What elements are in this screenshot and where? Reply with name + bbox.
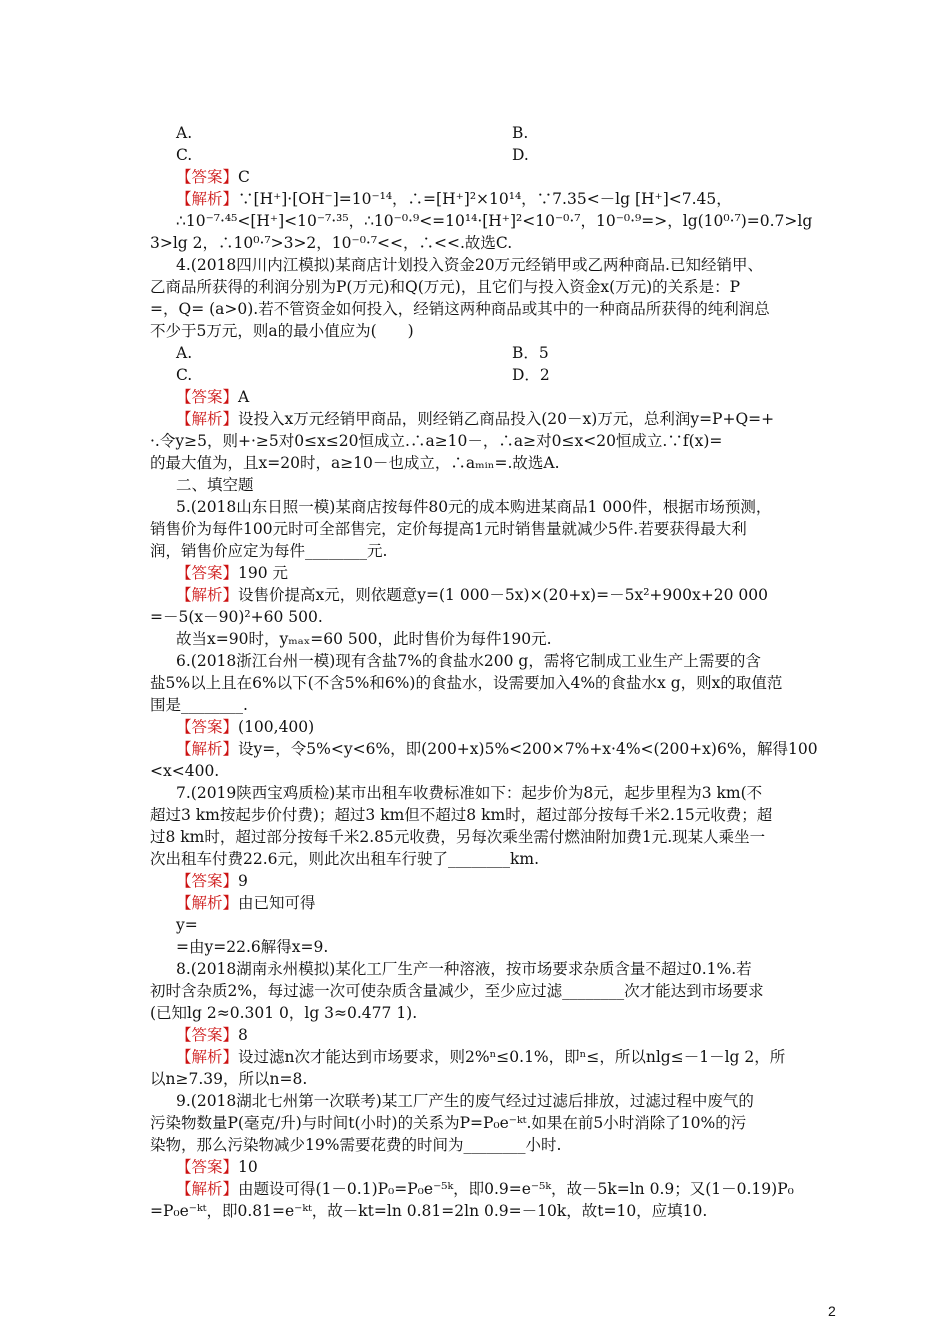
answer-tag: 【答案】 — [176, 872, 239, 890]
page-number: 2 — [828, 1303, 836, 1319]
q5-analysis-line-1 — [176, 584, 768, 606]
analysis-tag: 【解析】 — [176, 1180, 239, 1198]
q5-stem-line-2: 销售价为每件100元时可全部售完，定价每提高1元时销售量就减少5件.若要获得最大利 — [150, 520, 747, 538]
analysis-tag: 【解析】 — [176, 586, 239, 604]
q3-analysis-line-1 — [176, 188, 732, 210]
q7-answer: 9 — [238, 872, 248, 890]
q6-stem-line-1: 6.(2018浙江台州一模)现有含盐7%的食盐水200 g，需将它制成工业生产上需要的含 — [176, 652, 761, 670]
q4-analysis-line-2: ·.令y≥5，则+·≥5对0≤x≤20恒成立.∴a≥10－，∴a≥对0≤x<20恒成立.∵f(x)= — [150, 432, 723, 450]
q4-analysis-line-3: 的最大值为，且x=20时，a≥10－也成立，∴aₘᵢₙ=.故选A. — [150, 454, 560, 472]
q3-analysis-line-3: 3>lg 2，∴10⁰·⁷>3>2，10⁻⁰·⁷<<，∴<<.故选C. — [150, 234, 513, 252]
q6-stem-line-2: 盐5%以上且在6%以下(不含5%和6%)的食盐水，设需要加入4%的食盐水x g，则x的取值范 — [150, 674, 783, 692]
q9-stem-line-1: 9.(2018湖北七州第一次联考)某工厂产生的废气经过过滤后排放，过滤过程中废气的 — [176, 1092, 754, 1110]
q8-analysis-line-2: 以n≥7.39，所以n=8. — [150, 1070, 308, 1088]
analysis-tag: 【解析】 — [176, 740, 239, 758]
analysis-tag: 【解析】 — [176, 410, 239, 428]
q7-stem-line-4: 次出租车付费22.6元，则此次出租车行驶了________km. — [150, 850, 540, 868]
q4-stem-line-2: 乙商品所获得的利润分别为P(万元)和Q(万元)，且它们与投入资金x(万元)的关系是：P — [150, 278, 741, 296]
q4-analysis-line-1 — [176, 408, 774, 430]
answer-tag: 【答案】 — [176, 1026, 239, 1044]
q5-answer: 190 元 — [238, 564, 289, 582]
q9-analysis-text-1: 由题设可得(1－0.1)P₀=P₀e⁻⁵ᵏ，即0.9=e⁻⁵ᵏ，故－5k=ln 0.9；又(1－0.19)P₀ — [238, 1180, 794, 1198]
q3-option-a: A. — [176, 124, 193, 142]
q5-analysis-line-2: =－5(x－90)²+60 500. — [150, 608, 323, 626]
section-title: 二、填空题 — [176, 476, 254, 494]
q8-answer-line — [176, 1024, 248, 1046]
q4-stem-line-1: 4.(2018四川内江模拟)某商店计划投入资金20万元经销甲或乙两种商品.已知经销甲、 — [176, 256, 763, 274]
q7-analysis-line-2: y= — [176, 916, 198, 934]
q4-option-a: A. — [176, 344, 193, 362]
q5-stem-line-3: 润，销售价应定为每件________元. — [150, 542, 388, 560]
q8-answer: 8 — [238, 1026, 248, 1044]
q7-answer-line — [176, 870, 248, 892]
q4-answer: A — [238, 388, 250, 406]
q7-analysis-line-1 — [176, 892, 316, 914]
q7-analysis-line-3: =由y=22.6解得x=9. — [176, 938, 329, 956]
q8-stem-line-3: (已知lg 2≈0.301 0，lg 3≈0.477 1). — [150, 1004, 418, 1022]
q5-answer-line — [176, 562, 288, 584]
q4-stem-line-4: 不少于5万元，则a的最小值应为( ) — [150, 322, 414, 340]
q3-analysis-text-1: ∵[H⁺]·[OH⁻]=10⁻¹⁴，∴=[H⁺]²×10¹⁴，∵7.35<－lg [H⁺]<7.45， — [238, 190, 732, 208]
q7-stem-line-3: 过8 km时，超过部分按每千米2.85元收费，另每次乘坐需付燃油附加费1元.现某人乘坐一 — [150, 828, 766, 846]
answer-tag: 【答案】 — [176, 388, 239, 406]
q4-stem-line-3: =，Q= (a>0).若不管资金如何投入，经销这两种商品或其中的一种商品所获得的纯利润总 — [150, 300, 770, 318]
q8-stem-line-2: 初时含杂质2%，每过滤一次可使杂质含量减少，至少应过滤________次才能达到市场要求 — [150, 982, 764, 1000]
q9-analysis-line-2: =P₀e⁻ᵏᵗ，即0.81=e⁻ᵏᵗ，故－kt=ln 0.81=2ln 0.9=－10k，故t=10，应填10. — [150, 1202, 708, 1220]
q7-stem-line-2: 超过3 km按起步价付费)；超过3 km但不超过8 km时，超过部分按每千米2.15元收费；超 — [150, 806, 773, 824]
q6-answer-line — [176, 716, 314, 738]
analysis-tag: 【解析】 — [176, 894, 239, 912]
q8-stem-line-1: 8.(2018湖南永州模拟)某化工厂生产一种溶液，按市场要求杂质含量不超过0.1%.若 — [176, 960, 752, 978]
q9-stem-line-3: 染物，那么污染物减少19%需要花费的时间为________小时. — [150, 1136, 562, 1154]
q8-analysis-line-1 — [176, 1046, 785, 1068]
answer-tag: 【答案】 — [176, 168, 239, 186]
q7-analysis-text-1: 由已知可得 — [238, 894, 316, 912]
q6-analysis-line-1 — [176, 738, 818, 760]
q6-answer: (100,400) — [238, 718, 315, 736]
q3-answer-line — [176, 166, 250, 188]
q4-option-c: C. — [176, 366, 193, 384]
q9-analysis-line-1 — [176, 1178, 794, 1200]
q5-analysis-line-3: 故当x=90时，yₘₐₓ=60 500，此时售价为每件190元. — [176, 630, 552, 648]
q6-analysis-line-2: <x<400. — [150, 762, 220, 780]
q4-option-d: D．2 — [512, 366, 550, 384]
q3-option-d: D. — [512, 146, 529, 164]
q6-analysis-text-1: 设y=，令5%<y<6%，即(200+x)5%<200×7%+x·4%<(200+x)6%，解得100 — [238, 740, 818, 758]
q7-stem-line-1: 7.(2019陕西宝鸡质检)某市出租车收费标准如下：起步价为8元，起步里程为3 km(不 — [176, 784, 763, 802]
q6-stem-line-3: 围是________. — [150, 696, 248, 714]
answer-tag: 【答案】 — [176, 1158, 239, 1176]
answer-tag: 【答案】 — [176, 564, 239, 582]
q5-stem-line-1: 5.(2018山东日照一模)某商店按每件80元的成本购进某商品1 000件，根据市场预测， — [176, 498, 772, 516]
analysis-tag: 【解析】 — [176, 1048, 239, 1066]
q4-analysis-text-1: 设投入x万元经销甲商品，则经销乙商品投入(20－x)万元，总利润y=P+Q=+ — [238, 410, 775, 428]
q3-answer: C — [238, 168, 250, 186]
q4-answer-line — [176, 386, 249, 408]
q3-option-c: C. — [176, 146, 193, 164]
answer-tag: 【答案】 — [176, 718, 239, 736]
q9-answer: 10 — [238, 1158, 258, 1176]
q9-answer-line — [176, 1156, 258, 1178]
q9-stem-line-2: 污染物数量P(毫克/升)与时间t(小时)的关系为P=P₀e⁻ᵏᵗ.如果在前5小时消除了10%的污 — [150, 1114, 747, 1132]
q8-analysis-text-1: 设过滤n次才能达到市场要求，则2%ⁿ≤0.1%，即ⁿ≤，所以nlg≤－1－lg 2，所 — [238, 1048, 786, 1066]
q4-option-b: B．5 — [512, 344, 549, 362]
analysis-tag: 【解析】 — [176, 190, 239, 208]
q3-analysis-line-2: ∴10⁻⁷·⁴⁵<[H⁺]<10⁻⁷·³⁵，∴10⁻⁰·⁹<=10¹⁴·[H⁺]²<10⁻⁰·⁷，10⁻⁰·⁹=>，lg(10⁰·⁷)=0.7>lg — [176, 212, 813, 230]
q5-analysis-text-1: 设售价提高x元，则依题意y=(1 000－5x)×(20+x)=－5x²+900x+20 000 — [238, 586, 768, 604]
q3-option-b: B. — [512, 124, 529, 142]
